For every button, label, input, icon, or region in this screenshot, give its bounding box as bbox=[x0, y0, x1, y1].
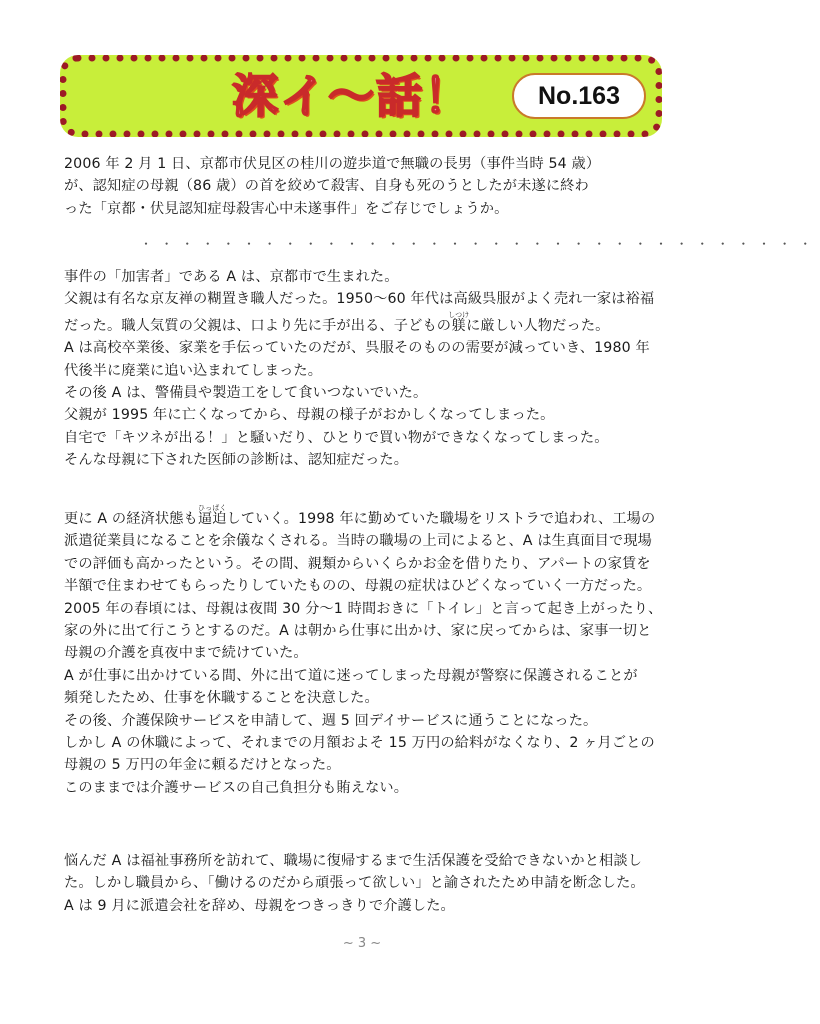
body-line: A が仕事に出かけている間、外に出て道に迷ってしまった母親が警察に保護されることが bbox=[64, 667, 638, 684]
issue-number-badge: No.163 bbox=[512, 73, 646, 119]
body-line-with-ruby bbox=[64, 504, 664, 530]
dotted-separator: ・・・・・・・・・・・・・・・・・・・・・・・・・・・・・・・・・ bbox=[140, 237, 820, 251]
intro-line: った「京都・伏見認知症母殺害心中未遂事件」をご存じでしょうか。 bbox=[64, 200, 509, 217]
body-line: しかし A の休職によって、それまでの月額およそ 15 万円の給料がなくなり、2 ヶ月ごとの bbox=[64, 735, 655, 752]
ruby-base: 逼迫 bbox=[197, 511, 227, 527]
body-line: での評価も高かったという。その間、親類からいくらかお金を借りたり、アパートの家賃を bbox=[64, 555, 651, 572]
section-welfare bbox=[64, 850, 664, 917]
body-line-with-ruby bbox=[64, 311, 664, 337]
section-background bbox=[64, 266, 664, 472]
body-line: 派遣従業員になることを余儀なくされる。当時の職場の上司によると、A は生真面目で現場 bbox=[64, 533, 653, 550]
body-line: 母親の介護を真夜中まで続けていた。 bbox=[64, 645, 308, 662]
body-line: 家の外に出て行こうとするのだ。A は朝から仕事に出かけ、家に戻ってからは、家事一切と bbox=[64, 623, 652, 640]
ruby-word bbox=[448, 310, 470, 334]
ruby-reading: しつけ bbox=[448, 310, 470, 319]
body-line: その後、介護保険サービスを申請して、週 5 回デイサービスに通うことになった。 bbox=[64, 712, 598, 729]
body-line: 代後半に廃業に追い込まれてしまった。 bbox=[64, 362, 323, 379]
body-line: そんな母親に下された医師の診断は、認知症だった。 bbox=[64, 452, 409, 469]
section-hardship bbox=[64, 504, 664, 799]
intro-paragraph bbox=[64, 153, 664, 220]
text-segment: だった。職人気質の父親は、口より先に手が出る、子どもの bbox=[64, 317, 452, 334]
body-line: 母親の 5 万円の年金に頼るだけとなった。 bbox=[64, 757, 341, 774]
body-line: 半額で住まわせてもらったりしていたものの、母親の症状はひどくなっていく一方だった。 bbox=[64, 578, 652, 595]
body-line: 自宅で「キツネが出る！」と騒いだり、ひとりで買い物ができなくなってしまった。 bbox=[64, 429, 609, 446]
intro-line: 2006 年 2 月 1 日、京都市伏見区の桂川の遊歩道で無職の長男（事件当時 54 歳） bbox=[64, 156, 601, 172]
body-line: 頻発したため、仕事を休職することを決意した。 bbox=[64, 690, 379, 707]
body-line: 事件の「加害者」である A は、京都市で生まれた。 bbox=[64, 269, 399, 285]
body-line: A は高校卒業後、家業を手伝っていたのだが、呉服そのものの需要が減っていき、1980 年 bbox=[64, 340, 650, 357]
ruby-reading: ひっぱく bbox=[197, 504, 227, 512]
text-segment: に厳しい人物だった。 bbox=[466, 317, 610, 334]
column-title: 深イ〜話！ bbox=[232, 69, 472, 123]
text-segment: していく。1998 年に勤めていた職場をリストラで追われ、工場の bbox=[226, 511, 656, 527]
body-line: た。しかし職員から、「働けるのだから頑張って欲しい」と諭されたため申請を断念した。 bbox=[64, 875, 645, 892]
page-number: ~ 3 ~ bbox=[342, 936, 382, 951]
body-line: その後 A は、警備員や製造工をして食いつないでいた。 bbox=[64, 385, 428, 402]
intro-line: が、認知症の母親（86 歳）の首を絞めて殺害、自身も死のうとしたが未遂に終わ bbox=[64, 178, 589, 195]
ruby-word bbox=[197, 504, 227, 527]
body-line: 父親が 1995 年に亡くなってから、母親の様子がおかしくなってしまった。 bbox=[64, 407, 555, 424]
body-line: このままでは介護サービスの自己負担分も賄えない。 bbox=[64, 779, 409, 796]
body-line: 悩んだ A は福祉事務所を訪れて、職場に復帰するまで生活保護を受給できないかと相談し bbox=[64, 853, 643, 869]
body-line: A は 9 月に派遣会社を辞め、母親をつきっきりで介護した。 bbox=[64, 897, 455, 914]
text-segment: 更に A の経済状態も bbox=[64, 511, 198, 527]
body-line: 父親は有名な京友禅の糊置き職人だった。1950〜60 年代は高級呉服がよく売れ一家は裕福 bbox=[64, 291, 655, 308]
ruby-base: 躾 bbox=[448, 317, 470, 334]
body-line: 2005 年の春頃には、母親は夜間 30 分〜1 時間おきに「トイレ」と言って起き上がったり、 bbox=[64, 600, 663, 617]
